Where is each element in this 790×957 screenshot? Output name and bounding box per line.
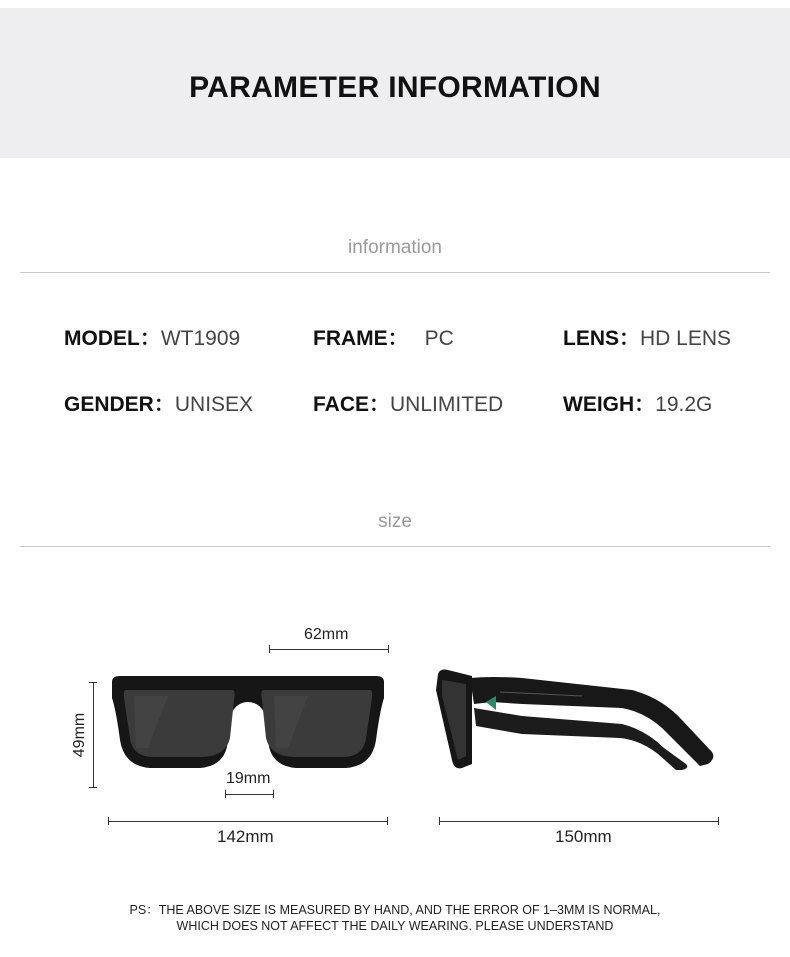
spec-face-value: UNLIMITED [390,393,504,416]
bridge-line [225,794,274,795]
lens-height-tick-top [89,682,97,683]
spec-gender [64,388,253,418]
size-divider [20,546,770,547]
lens-width-tick-left [269,645,270,653]
spec-face-key: FACE： [313,393,391,416]
spec-weigh-value: 19.2G [655,393,713,416]
spec-model-key: MODEL： [64,327,161,350]
temple-length-tick-right [718,817,719,825]
sunglasses-side-image [432,660,722,780]
temple-length-line [439,821,719,822]
spec-frame [313,322,454,352]
measurement-note-line2: WHICH DOES NOT AFFECT THE DAILY WEARING. PLEASE UNDERSTAND [176,919,614,933]
lens-width-label: 62mm [304,626,349,643]
bridge-tick-right [273,790,274,798]
temple-length-tick-left [439,817,440,825]
information-label: information [348,237,442,258]
lens-height-line [93,682,94,788]
lens-height-label: 49mm [71,712,89,758]
spec-lens-key: LENS： [563,327,641,350]
spec-model-value: WT1909 [160,327,241,350]
spec-gender-value: UNISEX [174,393,254,416]
lens-width-line [269,649,389,650]
spec-gender-key: GENDER： [64,393,175,416]
spec-lens [563,322,731,352]
page-title: PARAMETER INFORMATION [189,71,601,104]
spec-frame-value: PC [424,327,454,350]
spec-frame-key: FRAME： [313,327,409,350]
bridge-tick-left [225,790,226,798]
bridge-label: 19mm [226,770,271,787]
lens-width-tick-right [388,645,389,653]
size-label: size [378,511,412,532]
total-width-label: 142mm [217,827,274,846]
spec-model [64,322,240,352]
measurement-note-line1: PS：THE ABOVE SIZE IS MEASURED BY HAND, AND THE ERROR OF 1–3MM IS NORMAL, [129,903,661,917]
spec-weigh-key: WEIGH： [563,393,656,416]
lens-height-tick-bottom [89,787,97,788]
total-width-tick-right [387,817,388,825]
total-width-tick-left [108,817,109,825]
sunglasses-front-image [108,670,388,780]
total-width-line [108,821,388,822]
spec-face [313,388,503,418]
spec-weigh [563,388,712,418]
information-divider [20,272,770,273]
spec-lens-value: HD LENS [640,327,732,350]
temple-length-label: 150mm [555,827,612,846]
